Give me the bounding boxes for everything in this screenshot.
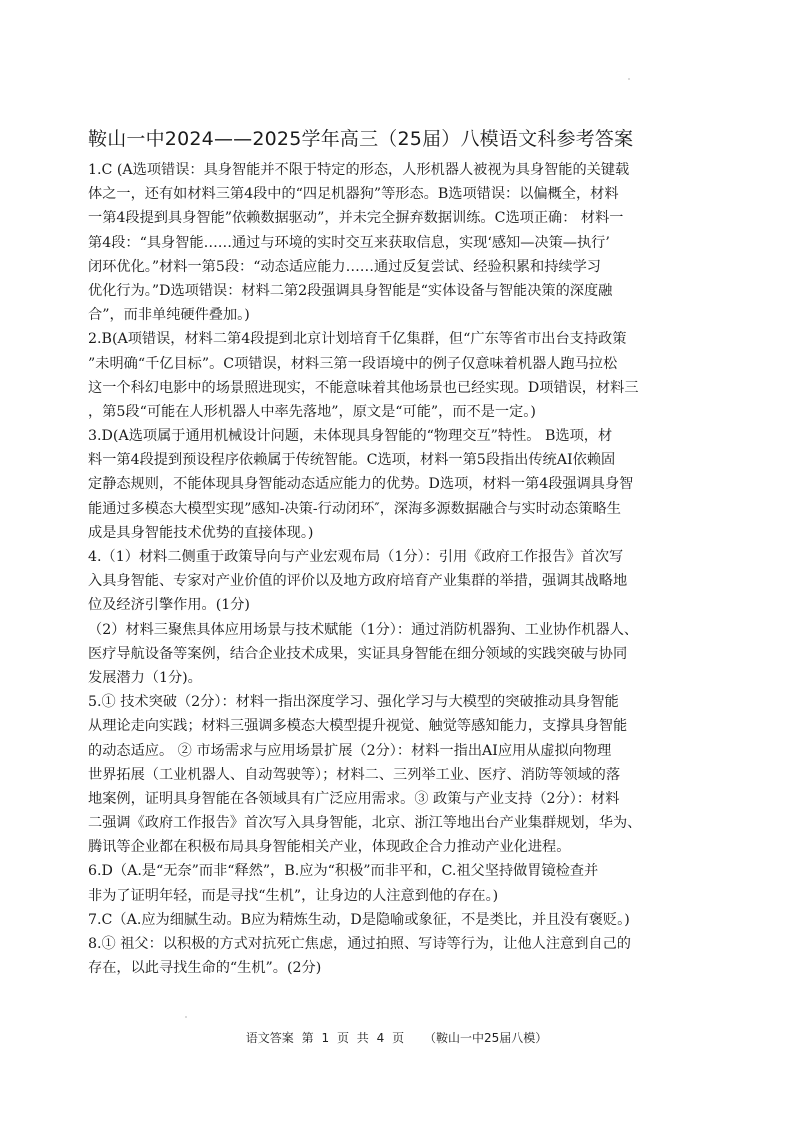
answer-line: 腾讯等企业都在积极布局具身智能相关产业，体现政企合力推动产业化进程。: [88, 839, 571, 856]
answer-line: 能通过多模态大模型实现”感知-决策-行动闭环″，深海多源数据融合与实时动态策略生: [88, 500, 621, 517]
answer-line: 的动态适应。 ② 市场需求与应用场景扩展（2分）：材料一指出AI应用从虚拟向物理: [88, 742, 612, 759]
footer-total-suffix: 页: [392, 1031, 405, 1045]
answer-line: 1.C (A选项错误：具身智能并不限于特定的形态，人形机器人被视为具身智能的关键载: [88, 162, 630, 178]
answer-line: 合”，而非单纯硬件叠加。): [88, 307, 250, 324]
answer-line: 7.C（A.应为细腻生动。B应为精炼生动，D是隐喻或象征，不是类比，并且没有褒贬。): [88, 911, 630, 928]
footer-label: 语文答案: [245, 1031, 294, 1045]
footer-page-current: 1: [321, 1031, 330, 1045]
answer-line: ，第5段“可能在人形机器人中率先落地”，原文是“可能”，而不是一定。): [88, 403, 536, 420]
answer-line: 6.D（A.是“无奈”而非“释然”，B.应为“积极”而非平和，C.祖父坚持做胃镜检查并: [88, 863, 599, 880]
answer-line: 体之一，还有如材料三第4段中的“四足机器狗”等形态。B选项错误：以偏概全，材料: [88, 186, 619, 203]
page-title: 鞍山一中2024——2025学年高三（25届）八模语文科参考答案: [88, 128, 634, 150]
answer-line: 医疗导航设备等案例，结合企业技术成果，实证具身智能在细分领域的实践突破与协同: [88, 645, 628, 662]
answer-line: 定静态规则，不能体现具身智能动态适应能力的优势。D选项，材料一第4段强调具身智: [88, 476, 634, 493]
answer-line: 料一第4段提到预设程序依赖属于传统智能。C选项，材料一第5段指出传统AI依赖固: [88, 452, 616, 469]
answer-line: 非为了证明年轻，而是寻找“生机”，让身边的人注意到他的存在。): [88, 887, 499, 904]
answer-line: 一第4段提到具身智能”依赖数据驱动”，并未完全摒弃数据训练。C选项正确： 材料一: [88, 210, 624, 227]
answer-line: 发展潜力（1分)。: [88, 669, 202, 686]
answer-line: ”未明确“千亿目标”。C项错误，材料三第一段语境中的例子仅意味着机器人跑马拉松: [88, 355, 618, 372]
answer-line: 3.D(A选项属于通用机械设计问题，未体现具身智能的“物理交互”特性。 B选项，材: [88, 428, 613, 445]
answer-line: 成是具身智能技术优势的直接体现。): [88, 524, 314, 541]
answer-line: 4.（1）材料二侧重于政策导向与产业宏观布局（1分）：引用《政府工作报告》首次写: [88, 549, 624, 565]
scan-speck: [628, 78, 630, 80]
footer-page-prefix: 第: [301, 1031, 314, 1045]
answer-line: 位及经济引擎作用。(1分): [88, 597, 250, 614]
scan-speck: [185, 1016, 187, 1018]
answer-line: 第4段：“具身智能……通过与环境的实时交互来获取信息，实现‘感知—决策—执行’: [88, 234, 610, 251]
answer-line: 入具身智能、专家对产业价值的评价以及地方政府培育产业集群的举措，强调其战略地: [88, 573, 628, 590]
answer-line: 地案例，证明具身智能在各领域具有广泛应用需求。③ 政策与产业支持（2分）：材料: [88, 790, 620, 807]
footer-page-suffix: 页: [336, 1031, 349, 1045]
answer-line: 闭环优化。”材料一第5段：“动态适应能力……通过反复尝试、经验积累和持续学习: [88, 258, 601, 275]
answer-line: 存在，以此寻找生命的“生机”。(2分): [88, 960, 322, 977]
answer-line: 二强调《政府工作报告》首次写入具身智能，北京、浙江等地出台产业集群规划，华为、: [88, 815, 642, 832]
footer-total-prefix: 共: [356, 1031, 369, 1045]
footer-page-total: 4: [376, 1031, 385, 1045]
footer-source: （鞍山一中25届八模）: [423, 1031, 548, 1045]
answer-line: 优化行为。”D选项错误：材料二第2段强调具身智能是“实体设备与智能决策的深度融: [88, 282, 613, 299]
answer-line: 世界拓展（工业机器人、自动驾驶等）；材料二、三列举工业、医疗、消防等领域的落: [88, 766, 621, 783]
answer-line: 2.B(A项错误，材料二第4段提到北京计划培育千亿集群，但“广东等省市出台支持政策: [88, 331, 627, 348]
answer-body: [88, 158, 712, 980]
answer-line: 这一个科幻电影中的场景照进现实，不能意味着其他场景也已经实现。D项错误，材料三: [88, 379, 639, 396]
answer-line: 从理论走向实践；材料三强调多模态大模型提升视觉、触觉等感知能力，支撑具身智能: [88, 718, 628, 735]
answer-line: （2）材料三聚焦具体应用场景与技术赋能（1分）：通过消防机器狗、工业协作机器人、: [88, 621, 639, 638]
answer-line: 5.① 技术突破（2分）：材料一指出深度学习、强化学习与大模型的突破推动具身智能: [88, 694, 619, 711]
answer-line: 8.① 祖父：以积极的方式对抗死亡焦虑，通过拍照、写诗等行为，让他人注意到自己的: [88, 936, 631, 952]
page-footer: [0, 1029, 793, 1046]
